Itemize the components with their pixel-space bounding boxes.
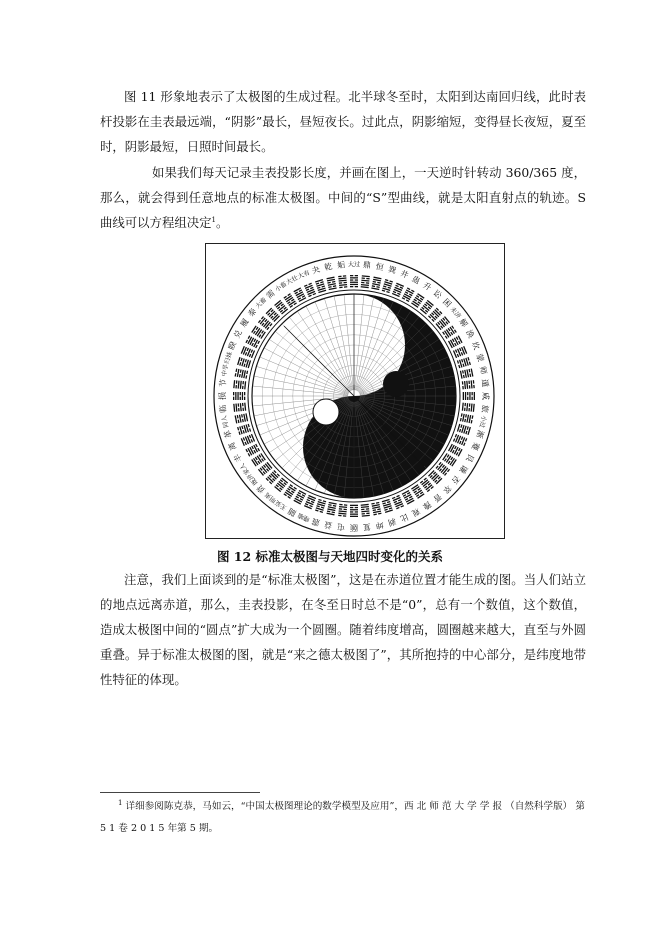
hexagram-symbol <box>258 462 273 476</box>
hexagram-symbol <box>462 403 475 412</box>
hexagram-label: 乾 <box>323 261 334 273</box>
hexagram-symbol <box>241 434 255 446</box>
hexagram-symbol <box>428 470 442 484</box>
hexagram-label: 益 <box>323 519 334 531</box>
hexagram-symbol <box>371 277 381 291</box>
figure-caption: 图 12 标准太极图与天地四时变化的关系 <box>216 549 444 564</box>
yang-eye <box>313 399 339 425</box>
hexagram-symbol <box>448 444 463 457</box>
hexagram-symbol <box>435 316 450 330</box>
hexagram-label: 泰 <box>246 306 259 319</box>
hexagram-symbol <box>245 335 260 348</box>
hexagram-label: 未济 <box>448 305 462 320</box>
hexagram-label: 履 <box>238 317 251 329</box>
hexagram-symbol <box>235 413 249 423</box>
hexagram-symbol <box>453 434 467 446</box>
hexagram-symbol <box>361 275 370 288</box>
hexagram-symbol <box>411 484 424 499</box>
hexagram-symbol <box>448 335 463 348</box>
hexagram-symbol <box>315 499 326 513</box>
hexagram-label: 涣 <box>464 328 476 340</box>
hexagram-label: 大过 <box>347 261 361 269</box>
hexagram-symbol <box>371 502 381 516</box>
hexagram-symbol <box>402 490 415 505</box>
footnote-text: 详细参阅陈克恭，马如云，“中国太极图理论的数学模型及应用”，西 北 师 范 大 学 学 报 （自然科学版） 第 5 1 卷 2 0 1 5 年第 5 期。 <box>100 801 585 834</box>
hexagram-label: 鼎 <box>362 260 372 271</box>
hexagram-label: 萃 <box>440 482 453 495</box>
hexagram-label: 谦 <box>457 463 470 475</box>
hexagram-label: 震 <box>310 516 321 528</box>
hexagram-symbol <box>245 444 260 457</box>
hexagram-symbol <box>460 368 474 378</box>
hexagram-symbol <box>251 453 266 466</box>
hexagram-symbol <box>382 279 393 293</box>
hexagram-label: 离 <box>226 440 239 452</box>
footnote-divider <box>100 792 260 793</box>
hexagram-label: 观 <box>410 506 422 518</box>
hexagram-label: 坎 <box>469 340 482 352</box>
hexagram-label: 归妹 <box>223 351 234 365</box>
hexagram-label: 睽 <box>226 340 239 352</box>
hexagram-label: 井 <box>398 268 410 281</box>
hexagram-label: 既济 <box>246 472 260 487</box>
hexagram-label: 渐 <box>474 429 486 440</box>
hexagram-label: 无妄 <box>274 498 289 512</box>
hexagram-label: 随 <box>286 506 298 518</box>
hexagram-label: 革 <box>222 429 234 440</box>
paragraph-1: 图 11 形象地表示了太极图的生成过程。北半球冬至时，太阳到达南回归线，此时表杆投影在圭表最远端，“阴影”最长，昼短夜长。过此点，阴影缩短，变得昼长夜短，夏至时，阴影最短，日照时间最长。 <box>100 89 586 154</box>
hexagram-symbol <box>251 325 266 338</box>
hexagram-symbol <box>293 490 306 505</box>
hexagram-label: 屯 <box>336 521 346 532</box>
hexagram-label: 复 <box>362 521 372 532</box>
hexagram-label: 蛊 <box>410 274 422 286</box>
paragraph-2 <box>100 160 586 235</box>
yin-eye <box>383 371 409 397</box>
hexagram-label: 升 <box>421 280 433 293</box>
hexagram-symbol <box>315 279 326 293</box>
hexagram-label: 同人 <box>220 414 231 429</box>
paragraph-3: 注意，我们上面谈到的是“标准太极图”，这是在赤道位置才能生成的图。当人们站立的地点远离赤道，那么，圭表投影，在冬至日时总不是“0”，总有一个数值，这个数值，造成太极图中间的“圆点”扩大成为一个圆圈。随着纬度增高，圆圈越来越大，直至与外圆重叠。异于标准太极图的图，就是“来之德太极图了”，其所抱持的中心部分，是纬度地带性特征的体现。 <box>100 572 586 687</box>
hexagram-symbol <box>457 424 471 435</box>
hexagram-label: 困 <box>440 297 453 310</box>
hexagram-symbol <box>338 275 347 288</box>
hexagram-symbol <box>442 325 457 338</box>
hexagram-symbol <box>428 308 442 322</box>
hexagram-label: 夬 <box>310 264 321 276</box>
hexagram-label: 解 <box>457 317 470 329</box>
hexagram-symbol <box>235 368 249 378</box>
hexagram-symbol <box>293 287 306 302</box>
hexagram-label: 姤 <box>336 260 346 271</box>
hexagram-symbol <box>258 316 273 330</box>
hexagram-symbol <box>392 283 404 297</box>
hexagram-symbol <box>283 484 296 499</box>
footnote-reference: 1 <box>211 215 216 224</box>
hexagram-symbol <box>283 293 296 308</box>
hexagram-symbol <box>361 504 370 517</box>
hexagram-label: 蹇 <box>469 440 482 452</box>
hexagram-symbol <box>350 505 358 517</box>
hexagram-label: 大壮 <box>285 274 300 287</box>
hexagram-symbol <box>338 504 347 517</box>
hexagram-symbol <box>420 477 434 492</box>
hexagram-symbol <box>237 424 251 435</box>
hexagram-symbol <box>274 477 288 492</box>
hexagram-symbol <box>420 300 434 315</box>
hexagram-label: 豫 <box>421 499 433 512</box>
footnote <box>100 796 586 840</box>
hexagram-label: 丰 <box>232 452 244 464</box>
hexagram-symbol <box>233 403 246 412</box>
hexagram-symbol <box>457 357 471 368</box>
hexagram-label: 坤 <box>374 519 385 531</box>
hexagram-symbol <box>274 300 288 315</box>
hexagram-label: 兑 <box>232 328 244 340</box>
taiji-figure <box>205 243 505 539</box>
hexagram-label: 蒙 <box>474 352 486 363</box>
hexagram-label: 咸 <box>481 392 490 400</box>
hexagram-symbol <box>326 277 336 291</box>
hexagram-symbol <box>237 357 251 368</box>
hexagram-label: 旅 <box>479 404 490 414</box>
hexagram-symbol <box>460 413 474 423</box>
hexagram-label: 小畜 <box>274 280 289 294</box>
paragraph-2-text: 如果我们每天记录圭表投影长度，并画在图上，一天逆时针转动 360/365 度，那么，就会得到任意地点的标准太极图。中间的“S”型曲线，就是太阳直射点的轨迹。S 曲线可以方程组决定 <box>100 165 586 230</box>
hexagram-label: 需 <box>264 288 277 301</box>
hexagram-label: 家人 <box>238 461 252 476</box>
hexagram-label: 大畜 <box>254 296 269 311</box>
hexagram-symbol <box>233 392 245 400</box>
hexagram-symbol <box>392 495 404 509</box>
hexagram-label: 巽 <box>387 264 398 276</box>
hexagram-label: 贲 <box>255 482 268 495</box>
hexagram-symbol <box>326 502 336 516</box>
hexagram-label: 节 <box>218 378 229 388</box>
taiji-diagram <box>206 244 504 538</box>
hexagram-label: 临 <box>218 404 229 414</box>
hexagram-label: 小过 <box>477 414 488 429</box>
hexagram-label: 恒 <box>374 261 385 273</box>
hexagram-symbol <box>304 495 316 509</box>
hexagram-label: 噬嗑 <box>296 511 311 523</box>
hexagram-symbol <box>463 392 475 400</box>
hexagram-label: 比 <box>398 511 410 524</box>
hexagram-label: 艮 <box>464 452 476 464</box>
hexagram-symbol <box>241 346 255 358</box>
hexagram-label: 大有 <box>296 269 311 281</box>
hexagram-label: 晋 <box>431 491 444 504</box>
hexagram-symbol <box>435 462 450 476</box>
hexagram-label: 遁 <box>479 378 490 388</box>
hexagram-label: 剥 <box>387 516 398 528</box>
hexagram-symbol <box>411 293 424 308</box>
footnote-marker: 1 <box>118 798 123 807</box>
hexagram-symbol <box>266 470 280 484</box>
hexagram-symbol <box>266 308 280 322</box>
hexagram-symbol <box>402 287 415 302</box>
hexagram-symbol <box>462 380 475 389</box>
hexagram-label: 否 <box>449 473 462 486</box>
paragraph-2-end: 。 <box>215 215 229 230</box>
hexagram-label: 损 <box>218 392 227 400</box>
hexagram-symbol <box>442 453 457 466</box>
hexagram-symbol <box>382 499 393 513</box>
hexagram-label: 颐 <box>350 523 358 532</box>
hexagram-symbol <box>233 380 246 389</box>
hexagram-label: 明夷 <box>263 490 278 504</box>
hexagram-symbol <box>350 275 358 287</box>
hexagram-label: 中孚 <box>220 363 231 378</box>
hexagram-label: 师 <box>477 365 489 376</box>
hexagram-label: 讼 <box>431 288 444 301</box>
hexagram-symbol <box>453 346 467 358</box>
hexagram-symbol <box>304 283 316 297</box>
